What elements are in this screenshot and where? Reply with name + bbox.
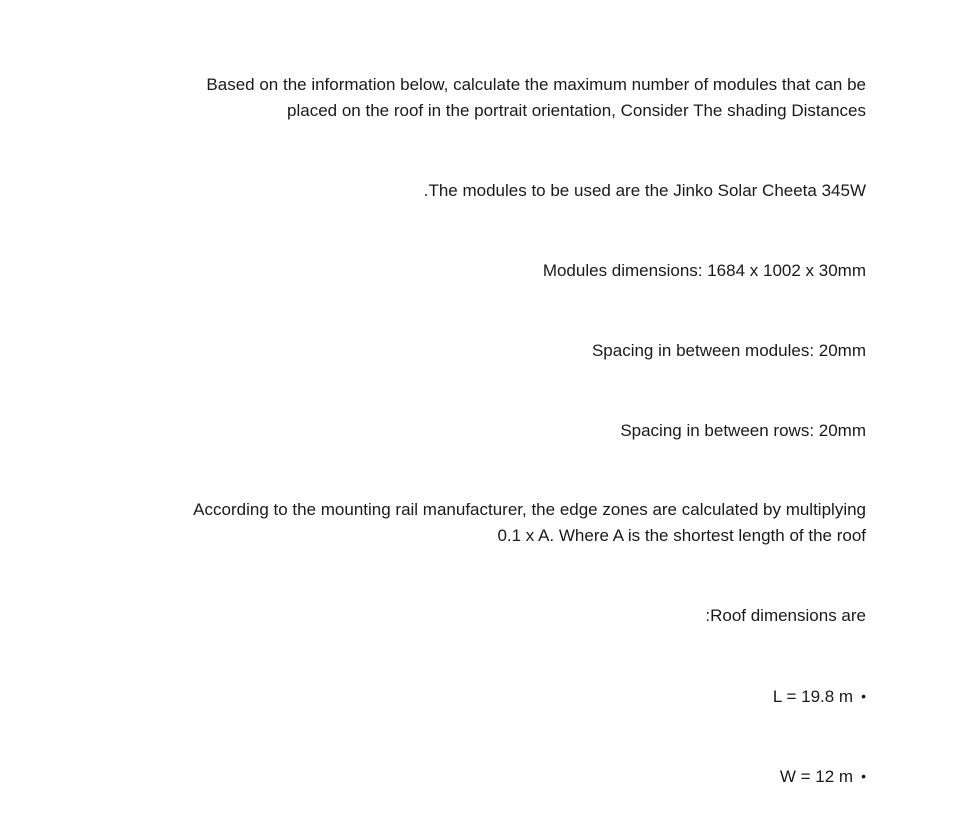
intro-line-2: placed on the roof in the portrait orientation, Consider The shading Distances <box>287 101 866 120</box>
roof-item-text: L = 19.8 m <box>772 687 854 706</box>
intro-paragraph <box>138 72 866 124</box>
roof-item-text: W = 12 m <box>779 767 854 786</box>
intro-line-1: Based on the information below, calculate the maximum number of modules that can be <box>206 75 866 94</box>
row-spacing-paragraph: Spacing in between rows: 20mm <box>620 421 866 440</box>
roof-heading: :Roof dimensions are <box>705 606 866 625</box>
module-dimensions-paragraph: Modules dimensions: 1684 x 1002 x 30mm <box>542 261 866 280</box>
edge-zones-paragraph <box>138 497 866 549</box>
modules-used-paragraph: .The modules to be used are the Jinko Solar Cheeta 345W <box>423 181 866 200</box>
bullet-icon: • <box>861 768 866 784</box>
edge-zones-line-2: 0.1 x A. Where A is the shortest length of the roof <box>497 526 866 545</box>
roof-item-length <box>773 683 866 710</box>
bullet-icon: • <box>861 688 866 704</box>
roof-item-width <box>780 763 866 790</box>
edge-zones-line-1: According to the mounting rail manufacturer, the edge zones are calculated by multiplying <box>193 500 866 519</box>
module-spacing-paragraph: Spacing in between modules: 20mm <box>591 341 866 360</box>
